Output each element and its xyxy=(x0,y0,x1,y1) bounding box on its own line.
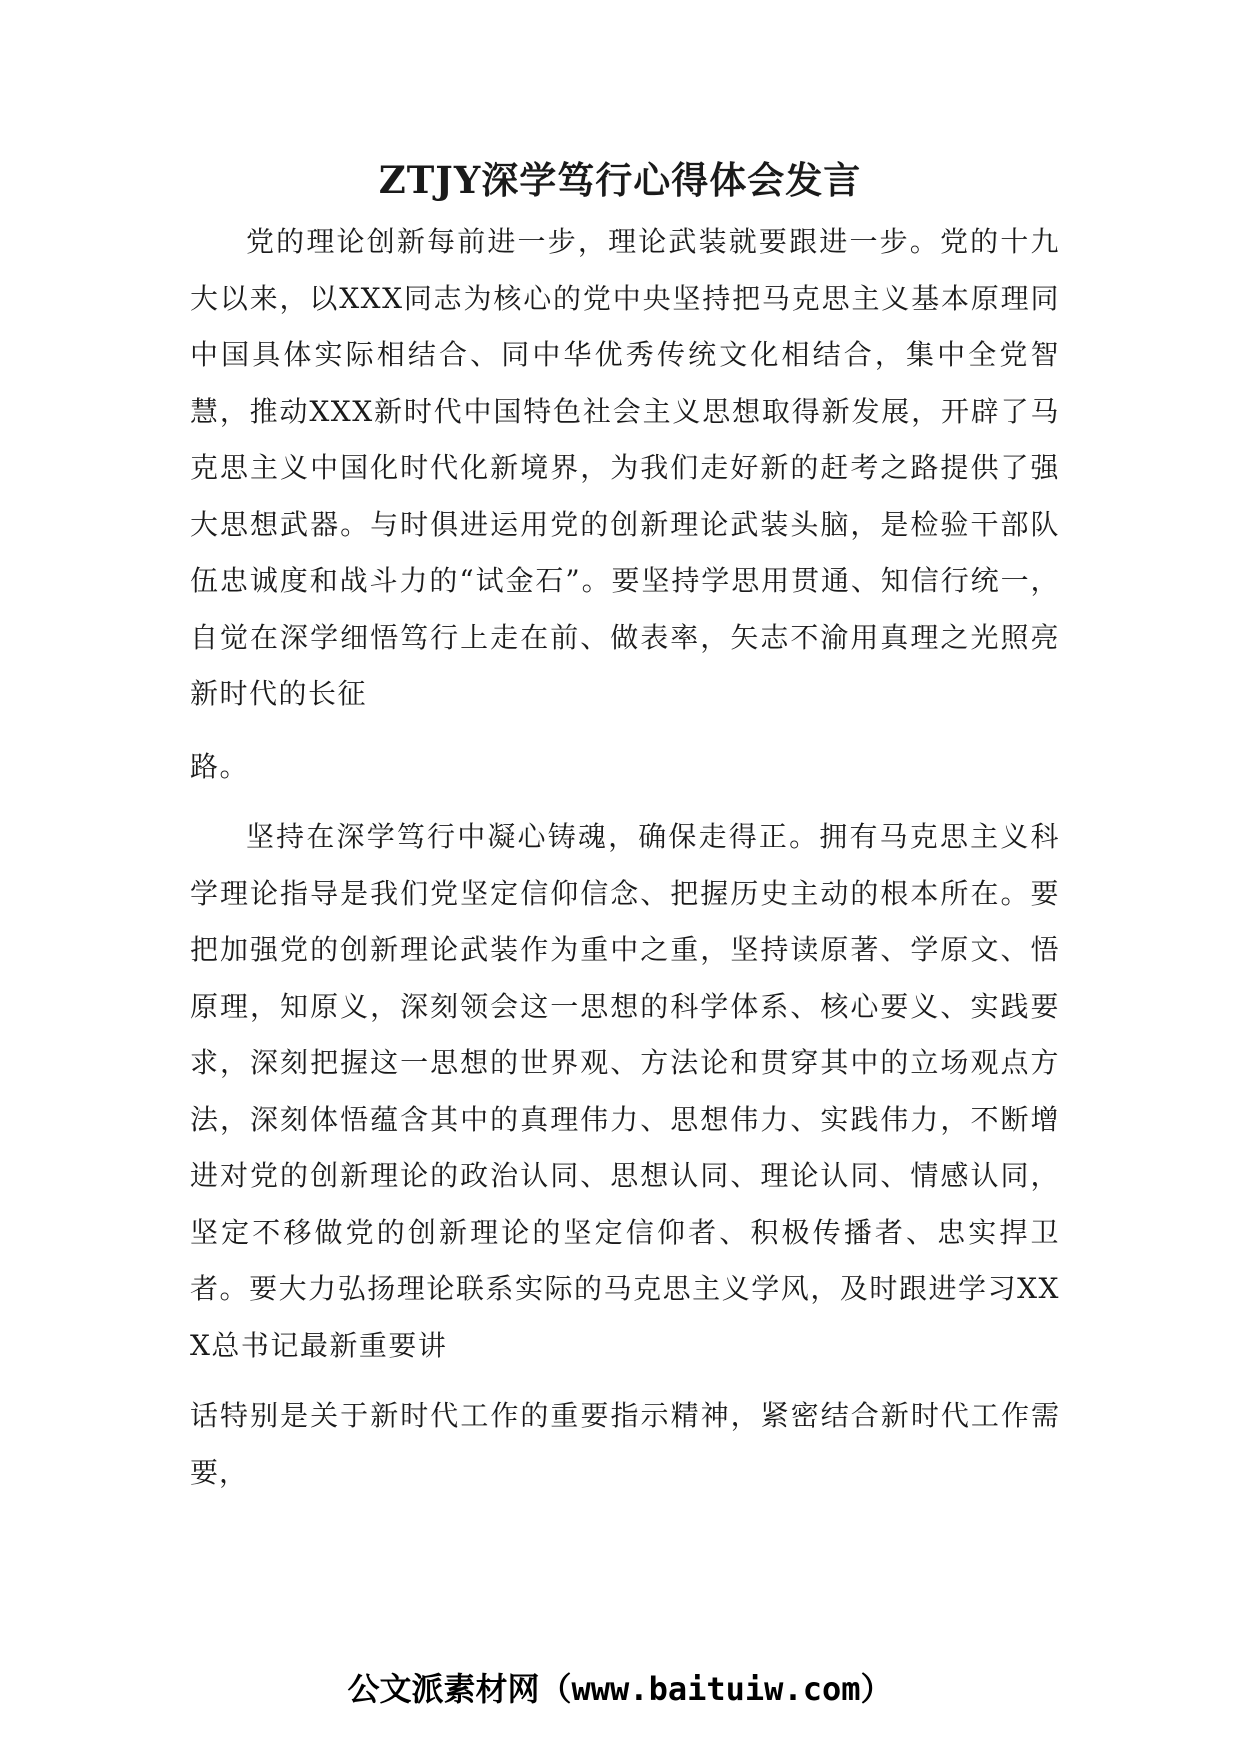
footer-watermark: 公文派素材网（www.baituiw.com） xyxy=(347,1670,893,1708)
document-body xyxy=(190,214,1060,1501)
paragraph-2-text: 坚持在深学笃行中凝心铸魂，确保走得正。拥有马克思主义科学理论指导是我们党坚定信仰信念、把握历史主动的根本所在。要把加强党的创新理论武装作为重中之重，坚持读原著、学原文、悟原理，知原义，深刻领会这一思想的科学体系、核心要义、实践要求，深刻把握这一思想的世界观、方法论和贯穿其中的立场观点方法，深刻体悟蕴含其中的真理伟力、思想伟力、实践伟力，不断增进对党的创新理论的政治认同、思想认同、理论认同、情感认同，坚定不移做党的创新理论的坚定信仰者、积极传播者、忠实捍卫者。要大力弘扬理论联系实际的马克思主义学风，及时跟进学习XXX总书记最新重要讲 xyxy=(190,820,1060,1362)
paragraph-1 xyxy=(190,214,1060,795)
paragraph-2-tail: 话特别是关于新时代工作的重要指示精神，紧密结合新时代工作需要， xyxy=(190,1399,1060,1489)
document-title: ZTJY深学笃行心得体会发言 xyxy=(378,158,862,202)
paragraph-2-tail-line xyxy=(190,1388,1060,1501)
paragraph-2 xyxy=(190,809,1060,1374)
paragraph-1-tail: 路。 xyxy=(190,749,250,783)
paragraph-1-text: 党的理论创新每前进一步，理论武装就要跟进一步。党的十九大以来，以XXX同志为核心的党中央坚持把马克思主义基本原理同中国具体实际相结合、同中华优秀传统文化相结合，集中全党智慧，推动XXX新时代中国特色社会主义思想取得新发展，开辟了马克思主义中国化时代化新境界，为我们走好新的赶考之路提供了强大思想武器。与时俱进运用党的创新理论武装头脑，是检验干部队伍忠诚度和战斗力的“试金石”。要坚持学思用贯通、知信行统一，自觉在深学细悟笃行上走在前、做表率，矢志不渝用真理之光照亮新时代的长征 xyxy=(190,225,1060,710)
